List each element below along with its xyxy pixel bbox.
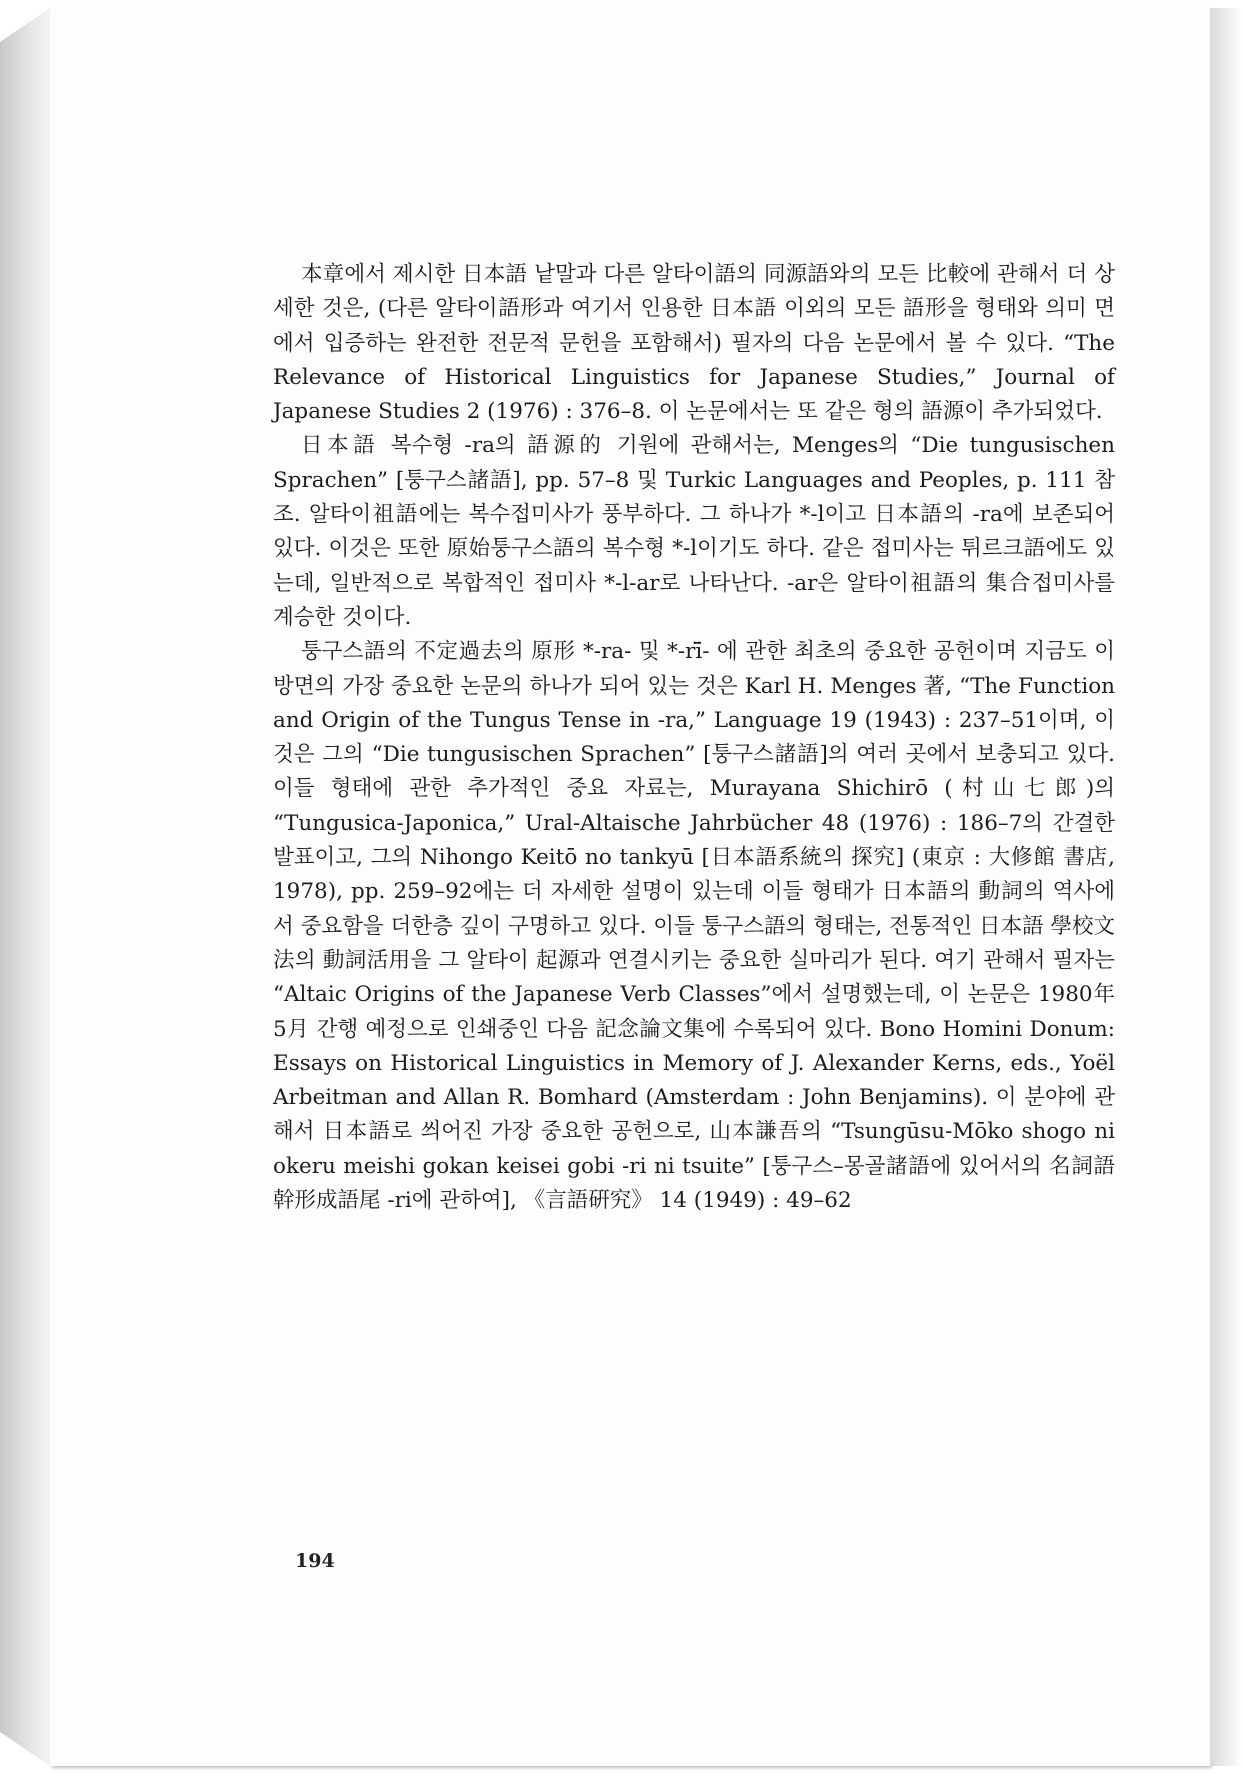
spine-top-corner: [0, 8, 50, 42]
paragraph-1: 本章에서 제시한 日本語 낱말과 다른 알타이語의 同源語와의 모든 比較에 관해서 더 상세한 것은, (다른 알타이語形과 여기서 인용한 日本語 이외의 모든 語形을 형태와 의미 면에서 입증하는 완전한 전문적 문헌을 포함해서) 필자의 다음 논문에서 볼 수 있다. “The Relevance of Historical Linguistics for Japanese Studies,” Journal of Japanese Studies 2 (1976) : 376–8. 이 논문에서는 또 같은 형의 語源이 추가되었다.: [273, 262, 1115, 425]
body-text: [273, 258, 1115, 1218]
page-number: 194: [295, 1550, 335, 1572]
paragraph-3: 퉁구스語의 不定過去의 原形 *-ra- 및 *-rī̈- 에 관한 최초의 중요한 공헌이며 지금도 이 방면의 가장 중요한 논문의 하나가 되어 있는 것은 Karl H. Menges 著, “The Function and Origin of the Tungus Tense in -ra,” Language 19 (1943) : 237–51이며, 이것은 그의 “Die tungusischen Sprachen” [퉁구스諸語]의 여러 곳에서 보충되고 있다. 이들 형태에 관한 추가적인 중요 자료는, Murayana Shichirō (村山七郎)의 “Tungusica-Japonica,” Ural-Altaische Jahrbücher 48 (1976) : 186–7의 간결한 발표이고, 그의 Nihongo Keitō no tankyū [日本語系統의 探究] (東京 : 大修館 書店, 1978), pp. 259–92에는 더 자세한 설명이 있는데 이들 형태가 日本語의 動詞의 역사에서 중요함을 더한층 깊이 구명하고 있다. 이들 퉁구스語의 형태는, 전통적인 日本語 學校文法의 動詞活用을 그 알타이 起源과 연결시키는 중요한 실마리가 된다. 여기 관해서 필자는 “Altaic Origins of the Japanese Verb Classes”에서 설명했는데, 이 논문은 1980年 5月 간행 예정으로 인쇄중인 다음 記念論文集에 수록되어 있다. Bono Homini Donum: Essays on Historical Linguistics in Memory of J. Alexander Kerns, eds., Yoël Arbeitman and Allan R. Bomhard (Amsterdam : John Benjamins). 이 분야에 관해서 日本語로 씌어진 가장 중요한 공헌으로, 山本謙吾의 “Tsungūsu-Mōko shogo ni okeru meishi gokan keisei gobi -ri ni tsuite” [퉁구스–몽골諸語에 있어서의 名詞語幹形成語尾 -ri에 관하여], 《言語硏究》 14 (1949) : 49–62: [273, 639, 1115, 1214]
paragraph-2: 日本語 복수형 -ra의 語源的 기원에 관해서는, Menges의 “Die tungusischen Sprachen” [퉁구스諸語], pp. 57–8 및 Turkic Languages and Peoples, p. 111 참조. 알타이祖語에는 복수접미사가 풍부하다. 그 하나가 *-l이고 日本語의 -ra에 보존되어 있다. 이것은 또한 原始퉁구스語의 복수형 *-l이기도 하다. 같은 접미사는 튀르크語에도 있는데, 일반적으로 복합적인 접미사 *-l-ar로 나타난다. -ar은 알타이祖語의 集合접미사를 계승한 것이다.: [273, 433, 1115, 630]
book-spine: [0, 8, 51, 1766]
page-right-edge: [1210, 8, 1242, 1766]
spine-bottom-corner: [0, 1732, 50, 1766]
